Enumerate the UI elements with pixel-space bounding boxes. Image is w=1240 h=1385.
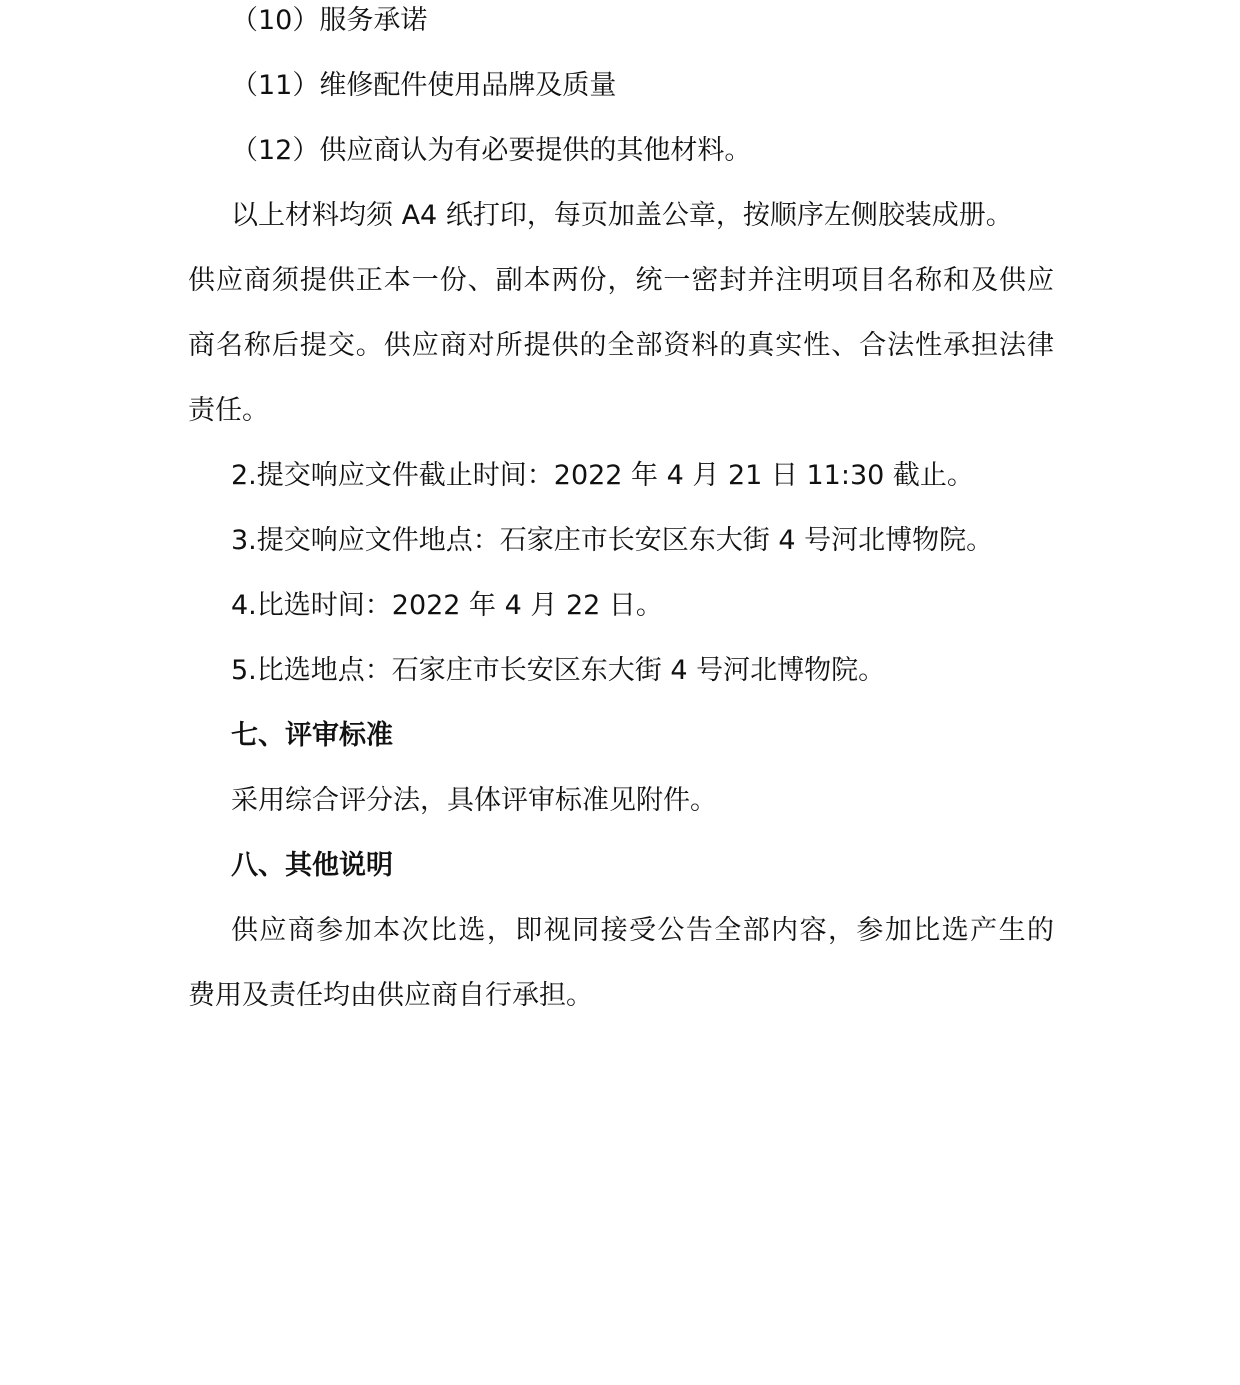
section-8-body-line-2: 费用及责任均由供应商自行承担。 [188,980,593,1011]
list-item-12: （12）供应商认为有必要提供的其他材料。 [231,135,752,166]
section-7-heading: 七、评审标准 [231,720,393,751]
section-7-body: 采用综合评分法，具体评审标准见附件。 [231,785,717,816]
materials-paragraph-line-4: 责任。 [188,395,269,426]
submission-location: 3.提交响应文件地点：石家庄市长安区东大街 4 号河北博物院。 [231,525,994,556]
selection-location: 5.比选地点：石家庄市长安区东大街 4 号河北博物院。 [231,655,886,686]
materials-paragraph-line-2: 供应商须提供正本一份、副本两份，统一密封并注明项目名称和及供应 [188,265,1054,296]
submission-deadline: 2.提交响应文件截止时间：2022 年 4 月 21 日 11:30 截止。 [231,460,974,491]
materials-paragraph-line-1: 以上材料均须 A4 纸打印，每页加盖公章，按顺序左侧胶装成册。 [231,200,1013,231]
selection-time: 4.比选时间：2022 年 4 月 22 日。 [231,590,663,621]
section-8-heading: 八、其他说明 [231,850,393,881]
section-8-body-line-1: 供应商参加本次比选，即视同接受公告全部内容，参加比选产生的 [231,915,1054,946]
list-item-11: （11）维修配件使用品牌及质量 [231,70,617,101]
list-item-10: （10）服务承诺 [231,5,428,36]
materials-paragraph-line-3: 商名称后提交。供应商对所提供的全部资料的真实性、合法性承担法律 [188,330,1054,361]
